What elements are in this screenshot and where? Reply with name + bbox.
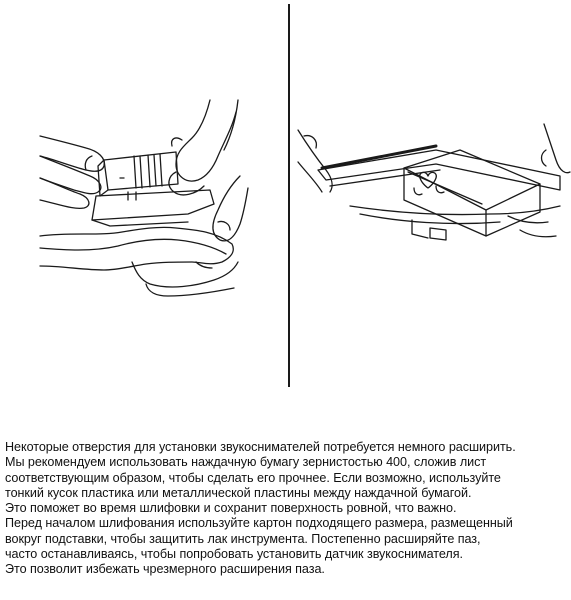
instruction-line: соответствующим образом, чтобы сделать его прочнее. Если возможно, используйте xyxy=(5,470,501,485)
instruction-line: Это поможет во время шлифовки и сохранит поверхность ровной, что важно. xyxy=(5,501,457,516)
instruction-line: Перед началом шлифования используйте картон подходящего размера, размещенный xyxy=(5,516,513,531)
instruction-line: часто останавливаясь, чтобы попробовать установить датчик звукоснимателя. xyxy=(5,547,463,562)
instruction-line: тонкий кусок пластика или металлической пластины между наждачной бумагой. xyxy=(5,485,472,500)
instructions-text xyxy=(5,440,567,578)
instruction-line: Мы рекомендуем использовать наждачную бумагу зернистостью 400, сложив лист xyxy=(5,455,487,470)
instruction-line: Это позволит избежать чрезмерного расширения паза. xyxy=(5,562,325,577)
instruction-line: Некоторые отверстия для установки звукоснимателей потребуется немного расширить. xyxy=(5,440,516,454)
instruction-line: вокруг подставки, чтобы защитить лак инструмента. Постепенно расширяйте паз, xyxy=(5,531,481,546)
